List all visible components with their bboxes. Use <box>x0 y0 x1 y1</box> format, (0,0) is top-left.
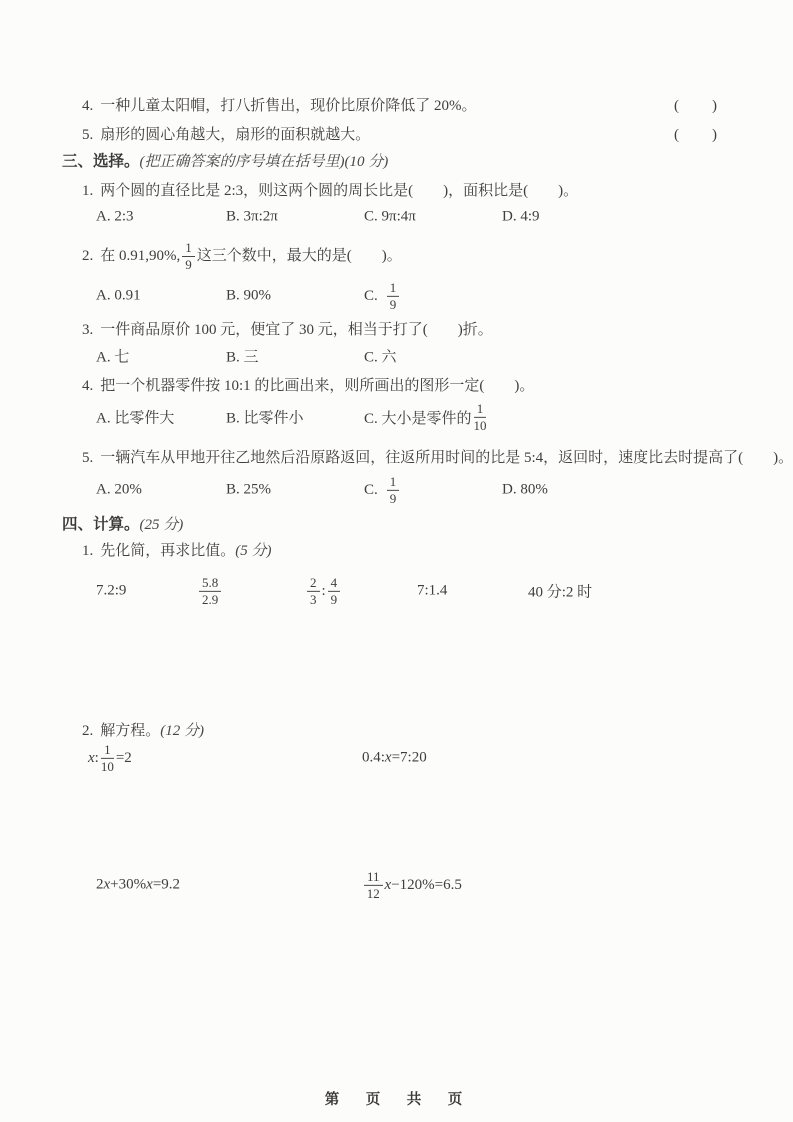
choice-q5-number: 5. <box>82 450 94 466</box>
calc-part1-score: (5 分) <box>235 543 272 559</box>
choice-q3-number: 3. <box>82 322 94 338</box>
choice-q5-option-a: A. 20% <box>96 481 142 498</box>
choice-q4-option-b: B. 比零件小 <box>226 410 304 427</box>
choice-q1-text: 两个圆的直径比是 2:3，则这两个圆的周长比是( )，面积比是( )。 <box>100 183 579 199</box>
choice-q2-option-b: B. 90% <box>226 287 271 304</box>
calc-expression-1: 7.2:9 <box>96 582 127 599</box>
choice-q2-text-before: 在 0.91,90%, <box>100 247 181 264</box>
judge-item-4-number: 4. <box>82 98 94 114</box>
calc-expression-3: $\frac{2}{3}$ : $\frac{4}{9}$ <box>305 576 342 606</box>
calc-part1-expressions <box>0 572 793 610</box>
choice-q1 <box>82 182 578 201</box>
choice-q2-text-after: 这三个数中，最大的是( )。 <box>196 247 402 264</box>
calc-expression-3-fraction-2: $\frac{4}{9}$ <box>328 576 341 606</box>
choice-q1-option-b: B. 3π:2π <box>226 208 278 225</box>
judge-item-5-text: 扇形的圆心角越大，扇形的面积就越大。 <box>100 127 371 143</box>
choice-q2-fraction: $\frac{1}{9}$ <box>182 241 195 271</box>
equation-4-fraction: $\frac{11}{12}$ <box>364 870 383 900</box>
choice-q3-option-b: B. 三 <box>226 349 259 366</box>
choice-q2-options <box>0 278 793 314</box>
choice-q4 <box>82 377 534 396</box>
judge-item-4-text: 一种儿童太阳帽，打八折售出，现价比原价降低了 20%。 <box>100 98 477 114</box>
equation-1-fraction: $\frac{1}{10}$ <box>100 741 114 774</box>
calc-part1-title <box>82 542 272 561</box>
calc-expression-3-fraction-1: $\frac{2}{3}$ <box>307 576 320 606</box>
calc-equations-row-1 <box>0 739 793 777</box>
judge-item-4-answer-paren: ( ) <box>674 98 718 114</box>
choice-q5-option-c-fraction: $\frac{1}{9}$ <box>387 475 400 505</box>
choice-q5-option-d: D. 80% <box>502 481 548 498</box>
calc-expression-4: 7:1.4 <box>417 582 448 599</box>
section-choice-number: 三、 <box>62 153 94 170</box>
choice-q3-text: 一件商品原价 100 元，便宜了 30 元，相当于打了( )折。 <box>100 322 493 338</box>
choice-q2-option-a: A. 0.91 <box>96 287 141 304</box>
section-choice-heading <box>62 152 388 172</box>
choice-q2-number: 2. <box>82 247 94 264</box>
choice-q3 <box>82 321 493 340</box>
section-choice-note: (把正确答案的序号填在括号里)(10 分) <box>139 154 389 170</box>
equation-2: 0.4: x =7:20 <box>362 749 427 766</box>
calc-part2-number: 2. <box>82 723 94 739</box>
equation-4: $\frac{11}{12}$ x −120%=6.5 <box>362 870 462 900</box>
judge-item-5-number: 5. <box>82 127 94 143</box>
choice-q5-options <box>0 472 793 508</box>
choice-q3-option-c: C. 六 <box>364 349 397 366</box>
choice-q4-option-a: A. 比零件大 <box>96 410 175 427</box>
choice-q4-number: 4. <box>82 378 94 394</box>
calc-equations-row-2 <box>0 866 793 904</box>
calc-part1-title-text: 先化简，再求比值。 <box>100 543 236 559</box>
calc-part2-title-text: 解方程。 <box>100 723 161 739</box>
choice-q4-option-c: C. 大小是零件的 $\frac{1}{10}$ <box>364 400 487 433</box>
judge-item-4 <box>82 97 477 116</box>
calc-part2-score: (12 分) <box>160 723 205 739</box>
section-choice-title: 选择。 <box>93 153 140 170</box>
equation-1: x : $\frac{1}{10}$ =2 <box>88 741 132 774</box>
calc-expression-2-fraction: $\frac{5.8}{2.9}$ <box>199 576 221 606</box>
choice-q5-text: 一辆汽车从甲地开往乙地然后沿原路返回，往返所用时间的比是 5:4，返回时，速度比去时提高了( )。 <box>100 450 793 466</box>
judge-item-5 <box>82 126 370 145</box>
calc-expression-2 <box>197 576 223 606</box>
equation-3: 2 x +30% x =9.2 <box>96 876 181 893</box>
section-calc-heading <box>62 515 183 535</box>
choice-q1-option-d: D. 4:9 <box>502 208 540 225</box>
calc-part1-number: 1. <box>82 543 94 559</box>
choice-q3-option-a: A. 七 <box>96 349 130 366</box>
choice-q5 <box>82 449 793 468</box>
choice-q2 <box>82 238 402 274</box>
choice-q4-text: 把一个机器零件按 10:1 的比画出来，则所画出的图形一定( )。 <box>100 378 535 394</box>
choice-q1-options <box>0 203 793 231</box>
judge-item-5-answer-paren: ( ) <box>674 127 718 143</box>
choice-q2-option-c: C. $\frac{1}{9}$ <box>364 281 401 311</box>
choice-q2-option-c-fraction: $\frac{1}{9}$ <box>387 281 400 311</box>
calc-part2-title <box>82 722 204 741</box>
choice-q1-option-a: A. 2:3 <box>96 208 134 225</box>
choice-q3-options <box>0 342 793 370</box>
section-calc-title: 计算。 <box>93 516 140 533</box>
section-calc-note: (25 分) <box>139 517 184 533</box>
choice-q5-option-c: C. $\frac{1}{9}$ <box>364 475 401 505</box>
choice-q4-options <box>0 399 793 435</box>
calc-expression-5: 40 分:2 时 <box>528 584 593 601</box>
choice-q1-option-c: C. 9π:4π <box>364 208 416 225</box>
choice-q1-number: 1. <box>82 183 94 199</box>
choice-q5-option-b: B. 25% <box>226 481 271 498</box>
section-calc-number: 四、 <box>62 516 94 533</box>
choice-q4-option-c-fraction: $\frac{1}{10}$ <box>473 400 487 433</box>
page-footer: 第 页 共 页 <box>324 1092 469 1108</box>
